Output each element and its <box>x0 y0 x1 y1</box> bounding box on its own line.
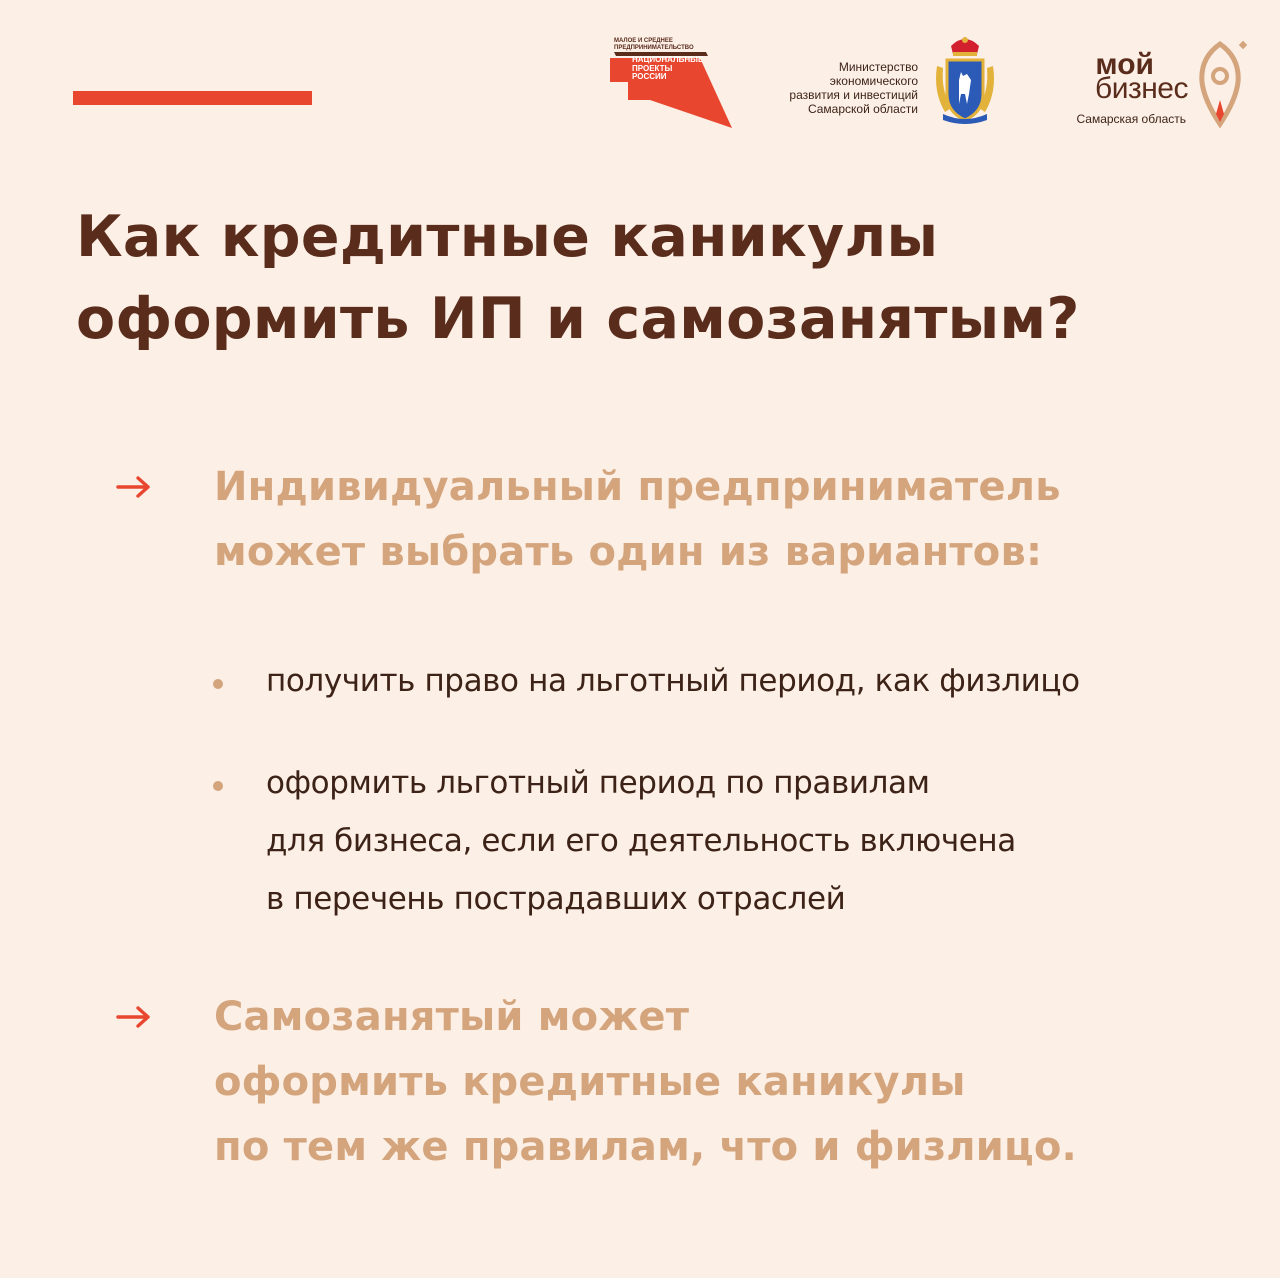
bullet-line: получить право на льготный период, как физлицо <box>266 663 1080 699</box>
natsproekty-small-text: МАЛОЕ И СРЕДНЕЕ ПРЕДПРИНИМАТЕЛЬСТВО <box>614 38 694 51</box>
bullet-line: в перечень пострадавших отраслей <box>266 881 846 917</box>
heading-line: Индивидуальный предприниматель <box>214 464 1061 510</box>
heading-line: оформить кредитные каникулы <box>214 1059 966 1105</box>
section-heading-ip <box>214 455 1254 585</box>
natsproekty-main-text: НАЦИОНАЛЬНЫЕ ПРОЕКТЫ РОССИИ <box>632 55 704 81</box>
arrow-right-icon <box>114 475 154 499</box>
heading-line: может выбрать один из вариантов: <box>214 529 1043 575</box>
bullet-dot <box>213 781 223 791</box>
moi-biznes-line1: мой <box>1095 48 1154 81</box>
moi-biznes-region: Самарская область <box>1076 112 1186 126</box>
title-line: Как кредитные каникулы <box>76 204 939 270</box>
ministry-name <box>718 60 918 116</box>
bullet-line: для бизнеса, если его деятельность включена <box>266 823 1016 859</box>
rocket-pin-icon <box>1196 38 1250 128</box>
ministry-line: Самарской области <box>807 102 918 116</box>
page-title <box>76 196 1236 360</box>
bullet-dot <box>213 679 223 689</box>
natsproekty-logo <box>610 38 732 128</box>
section-heading-samozanyatyi <box>214 985 1254 1180</box>
arrow-right-icon <box>114 1005 154 1029</box>
ministry-line: Министерство <box>838 60 918 74</box>
samara-coat-of-arms-icon <box>931 32 999 128</box>
heading-line: Самозанятый может <box>214 994 690 1040</box>
title-line: оформить ИП и самозанятым? <box>76 286 1080 352</box>
accent-bar <box>73 91 312 105</box>
ministry-line: экономического <box>829 74 918 88</box>
heading-line: по тем же правилам, что и физлицо. <box>214 1124 1077 1170</box>
ministry-line: развития и инвестиций <box>789 88 918 102</box>
bullet-item <box>266 652 1226 710</box>
bullet-item <box>266 754 1226 928</box>
moi-biznes-line2: бизнес <box>1095 72 1188 105</box>
bullet-line: оформить льготный период по правилам <box>266 765 930 801</box>
